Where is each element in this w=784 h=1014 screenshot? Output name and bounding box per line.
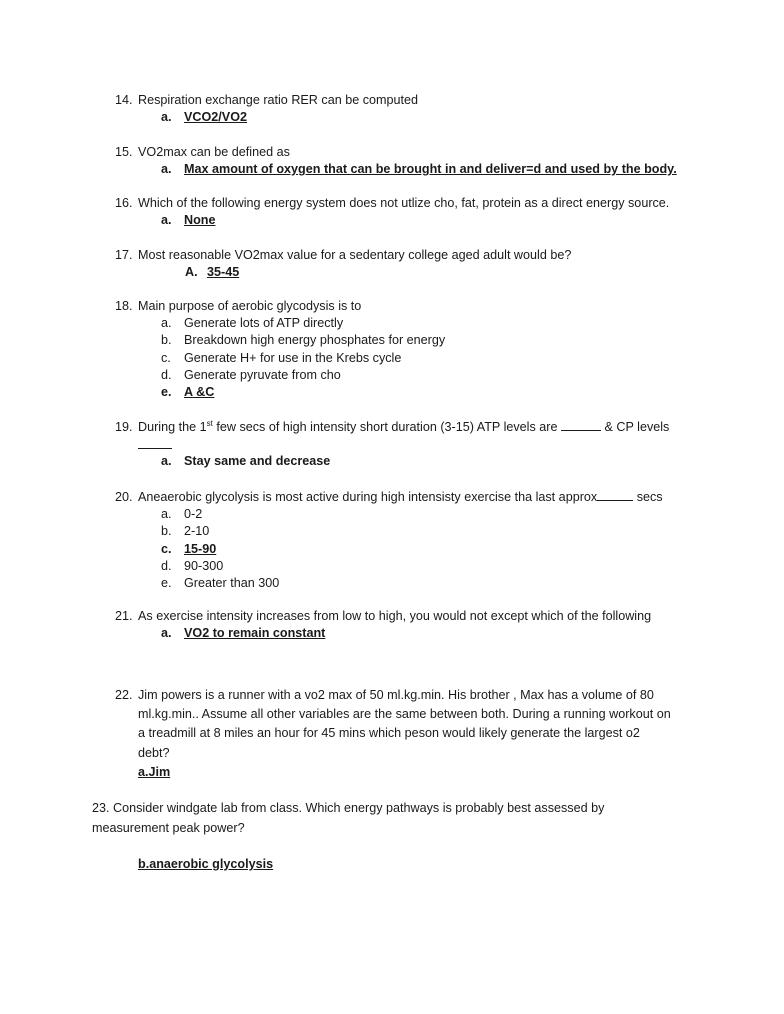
question-number: 22. xyxy=(115,688,133,702)
option-letter: a. xyxy=(161,626,172,641)
question-text: VO2max can be defined as xyxy=(138,145,290,159)
question-text-line: ml.kg.min.. Assume all other variables are the same between both. During a running workout on xyxy=(138,707,671,722)
question-number: 21. xyxy=(115,609,133,623)
answer-option: 35-45 xyxy=(207,265,240,280)
question-text-line: measurement peak power? xyxy=(92,821,245,835)
option-letter: d. xyxy=(161,367,172,382)
answer-option: Generate pyruvate from cho xyxy=(184,367,341,382)
question-text: Main purpose of aerobic glycodysis is to xyxy=(138,299,362,313)
answer-option: b.anaerobic glycolysis xyxy=(138,857,274,871)
option-letter: a. xyxy=(161,213,172,228)
answer-option: VCO2/VO2 xyxy=(184,110,247,125)
option-letter: e. xyxy=(161,575,172,590)
option-letter: c. xyxy=(161,541,172,556)
option-letter: A. xyxy=(185,265,198,280)
option-letter: a. xyxy=(161,162,172,177)
answer-option: 15-90 xyxy=(184,541,217,556)
question-text: During the 1 xyxy=(138,420,207,434)
question-text: Which of the following energy system does not utlize cho, fat, protein as a direct energy source. xyxy=(138,196,670,210)
superscript: st xyxy=(206,418,213,428)
option-letter: c. xyxy=(161,350,171,365)
question-16 xyxy=(115,195,755,229)
option-letter: b. xyxy=(161,333,172,348)
question-number: 14. xyxy=(115,93,133,107)
question-text-line: 23. Consider windgate lab from class. Which energy pathways is probably best assessed by xyxy=(92,801,605,815)
blank-line xyxy=(561,418,601,431)
answer-option: Max amount of oxygen that can be brought in and deliver=d and used by the body. xyxy=(184,162,677,177)
question-19 xyxy=(115,418,715,471)
question-number: 15. xyxy=(115,145,133,159)
question-text-line: debt? xyxy=(138,745,170,760)
question-number: 18. xyxy=(115,299,133,313)
question-14 xyxy=(115,92,700,126)
option-letter: a. xyxy=(161,110,172,125)
answer-option: 0-2 xyxy=(184,507,203,522)
question-text: Aneaerobic glycolysis is most active during high intensisty exercise tha last approx xyxy=(138,490,598,504)
question-22 xyxy=(115,686,715,782)
question-text-line: a treadmill at 8 miles an hour for 45 mins which peson would likely generate the largest o2 xyxy=(138,726,640,741)
blank-line xyxy=(597,488,633,501)
question-number: 17. xyxy=(115,248,133,262)
answer-option: Stay same and decrease xyxy=(184,454,331,469)
question-number: 20. xyxy=(115,490,133,504)
question-20 xyxy=(115,488,715,592)
question-text: As exercise intensity increases from low to high, you would not except which of the following xyxy=(138,609,652,623)
answer-option: 90-300 xyxy=(184,558,224,573)
answer-option: Generate lots of ATP directly xyxy=(184,316,344,331)
answer-option: 2-10 xyxy=(184,524,210,539)
question-text-cont: few secs of high intensity short duration (3-15) ATP levels are xyxy=(212,420,561,434)
question-text-line: Jim powers is a runner with a vo2 max of 50 ml.kg.min. His brother , Max has a volume of 80 xyxy=(138,688,654,702)
question-number: 16. xyxy=(115,196,133,210)
option-letter: a. xyxy=(161,507,172,522)
question-number: 19. xyxy=(115,420,133,434)
question-text: Most reasonable VO2max value for a sedentary college aged adult would be? xyxy=(138,248,572,262)
question-text-end: & CP levels xyxy=(600,420,670,434)
question-18 xyxy=(115,298,700,401)
option-letter: a. xyxy=(161,316,172,331)
answer-option: VO2 to remain constant xyxy=(184,626,326,641)
question-text-end: secs xyxy=(633,490,663,504)
question-23 xyxy=(92,798,712,874)
answer-option: None xyxy=(184,213,216,228)
question-text: Respiration exchange ratio RER can be computed xyxy=(138,93,419,107)
answer-option: Breakdown high energy phosphates for energy xyxy=(184,333,446,348)
blank-line xyxy=(138,436,172,449)
question-15 xyxy=(115,144,700,178)
option-letter: b. xyxy=(161,524,172,539)
answer-option: a.Jim xyxy=(138,764,171,779)
option-letter: d. xyxy=(161,558,172,573)
question-17 xyxy=(115,247,700,281)
option-letter: a. xyxy=(161,454,172,469)
answer-option: Generate H+ for use in the Krebs cycle xyxy=(184,350,402,365)
answer-option: A &C xyxy=(184,384,215,399)
option-letter: e. xyxy=(161,384,172,399)
answer-option: Greater than 300 xyxy=(184,575,280,590)
question-21 xyxy=(115,608,715,642)
